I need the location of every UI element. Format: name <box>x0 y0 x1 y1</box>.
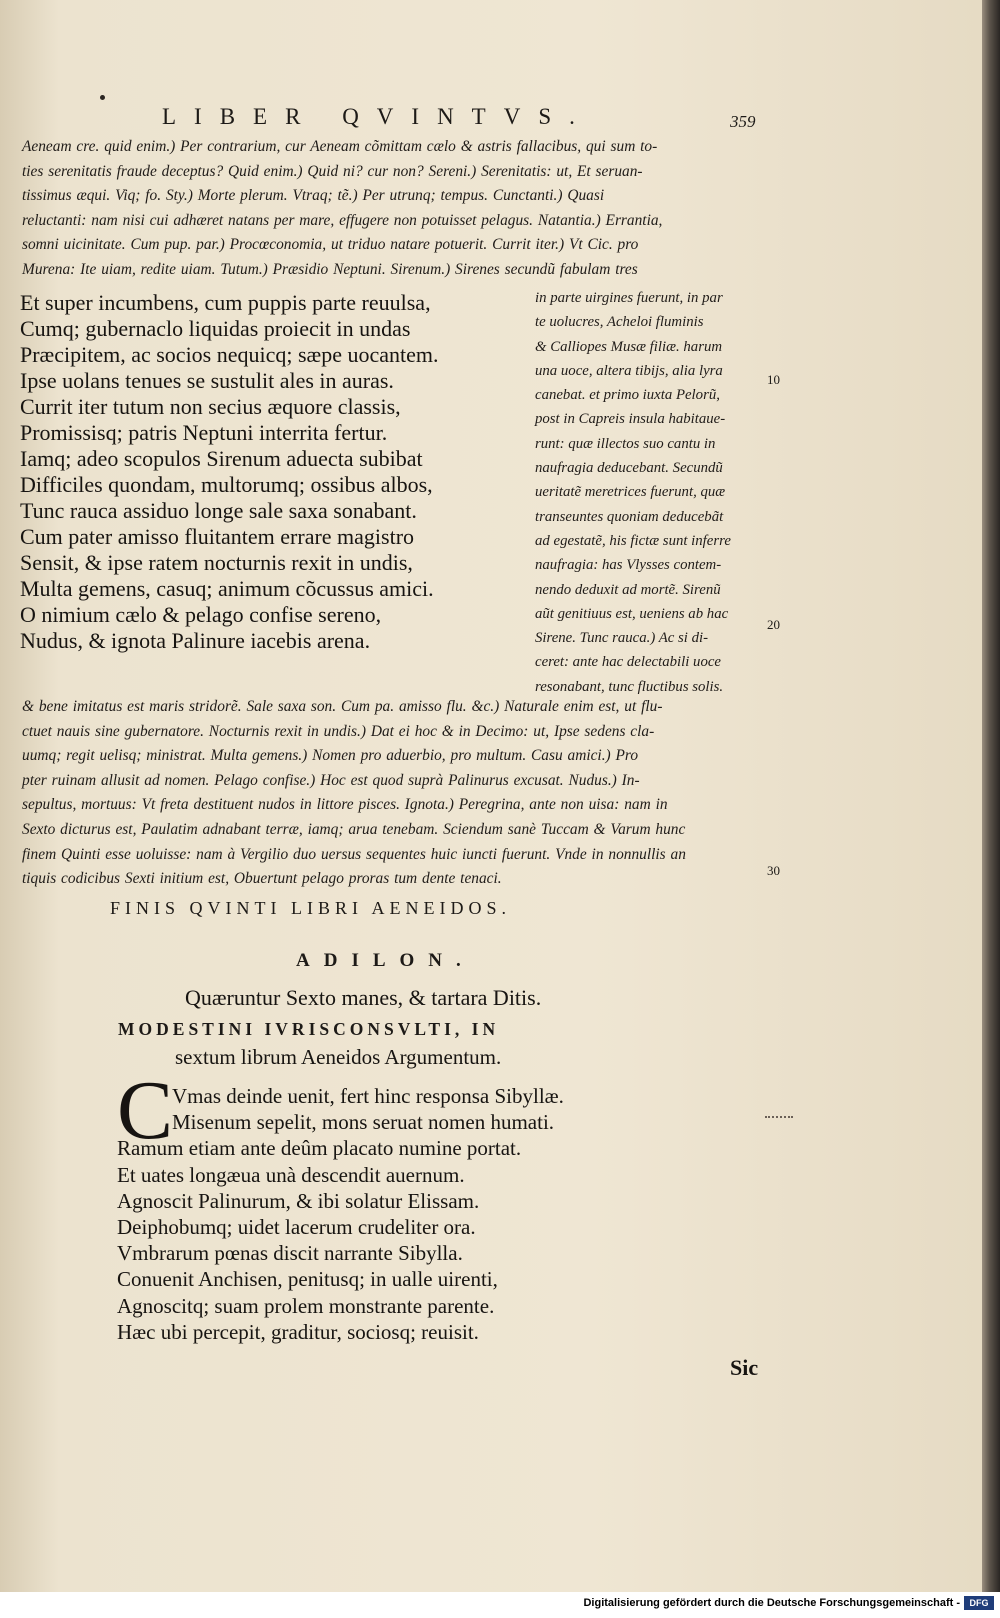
finis-heading: FINIS QVINTI LIBRI AENEIDOS. <box>110 898 511 918</box>
commentary-line: Aeneam cre. quid enim.) Per contrarium, cur Aeneam cõmittam cælo & astris fallacibus, qui sum to- <box>22 138 658 155</box>
commentary-line: uumq; regit uelisq; ministrat. Multa gemens.) Nomen pro aduerbio, pro multum. Casu amici.) Pro <box>22 747 639 765</box>
commentary-line: tissimus æqui. Viq; fo. Sty.) Morte plerum. Vtraq; tẽ.) Per utrunq; tempus. Cunctanti.) Quasi <box>22 187 605 205</box>
argument-verse <box>117 1083 564 1345</box>
verse-line: Nudus, & ignota Palinure iacebis arena. <box>20 628 371 653</box>
verse-line: Iamq; adeo scopulos Sirenum aduecta subibat <box>20 446 423 471</box>
side-line: in parte uirgines fuerunt, in par <box>535 290 723 306</box>
margin-mark <box>765 1116 793 1121</box>
verse-line: O nimium cælo & pelago confise sereno, <box>20 602 382 627</box>
side-line: runt: quæ illectos suo cantu in <box>535 435 716 452</box>
commentary-line: tiquis codicibus Sexti initium est, Obuertunt pelago proras tum dente tenaci. <box>22 870 502 888</box>
argument-line: Agnoscit Palinurum, & ibi solatur Elissam. <box>117 1188 480 1213</box>
page-header <box>0 104 982 134</box>
side-line: resonabant, tunc fluctibus solis. <box>535 678 724 695</box>
running-title: LIBER QVINTVS. <box>162 104 593 129</box>
adilon-heading: ADILON. <box>296 950 475 971</box>
verse-line: Currit iter tutum non secius æquore classis, <box>20 394 401 419</box>
verse-line: Sensit, & ipse ratem nocturnis rexit in undis, <box>20 550 413 575</box>
argument-subtitle: sextum librum Aeneidos Argumentum. <box>175 1045 502 1069</box>
argument-line: Vmas deinde uenit, fert hinc responsa Sibyllæ. <box>172 1084 564 1108</box>
argument-line: Agnoscitq; suam prolem monstrante parente. <box>117 1293 495 1318</box>
commentary-line: sepultus, mortuus: Vt freta destituent nudos in littore pisces. Ignota.) Peregrina, ante non uisa: nam in <box>22 796 668 814</box>
argument-line: Misenum sepelit, mons seruat nomen humati. <box>172 1110 555 1135</box>
margin-line-number: 10 <box>767 372 780 387</box>
margin-line-number: 20 <box>767 617 780 632</box>
catchword: Sic <box>730 1355 759 1380</box>
ink-dot <box>100 95 105 100</box>
verse-line: Præcipitem, ac socios nequicq; sæpe uocantem. <box>20 342 439 367</box>
argument-line: Hæc ubi percepit, graditur, sociosq; reuisit. <box>117 1319 479 1344</box>
drop-cap: C <box>117 1064 174 1157</box>
commentary-line: & bene imitatus est maris stridorẽ. Sale saxa son. Cum pa. amisso flu. &c.) Naturale enim est, ut flu- <box>22 698 663 715</box>
side-line: nendo deduxit ad mortẽ. Sirenũ <box>535 581 721 598</box>
verse-block <box>20 290 500 654</box>
dfg-logo: DFG <box>964 1596 994 1610</box>
verse-line: Ipse uolans tenues se sustulit ales in auras. <box>20 368 394 393</box>
argument-line: Deiphobumq; uidet lacerum crudeliter ora. <box>117 1215 476 1240</box>
side-line: canebat. et primo iuxta Pelorũ, <box>535 387 720 404</box>
side-line: transeuntes quoniam deducebãt <box>535 508 724 525</box>
side-line: aũt genitiuus est, ueniens ab hac <box>535 605 729 622</box>
argument-line: Vmbrarum pœnas discit narrante Sibylla. <box>117 1241 463 1266</box>
verse-line: Promissisq; patris Neptuni interrita fertur. <box>20 420 388 445</box>
commentary-bottom <box>22 695 762 892</box>
commentary-top <box>22 135 762 283</box>
commentary-line: reluctanti: nam nisi cui adhæret natans per mare, effugere non potuisset pelagus. Natantia.) Errantia, <box>22 211 663 229</box>
verse-line: Et super incumbens, cum puppis parte reuulsa, <box>20 290 431 315</box>
margin-line-number: 30 <box>767 863 780 878</box>
argument-line: Ramum etiam ante deûm placato numine portat. <box>117 1136 522 1161</box>
verse-line: Difficiles quondam, multorumq; ossibus albos, <box>20 472 433 497</box>
side-line: una uoce, altera tibijs, alia lyra <box>535 362 723 379</box>
side-line: ueritatẽ meretrices fuerunt, quæ <box>535 484 726 501</box>
verse-line: Tunc rauca assiduo longe sale saxa sonabant. <box>20 498 417 523</box>
commentary-line: Sexto dicturus est, Paulatim adnabant terræ, iamq; arua tenebam. Sciendum sanè Tuccam & Varum hunc <box>22 820 686 838</box>
commentary-line: somni uicinitate. Cum pup. par.) Procœconomia, ut triduo natare potuerit. Currit iter.) Vt Cic. pro <box>22 236 639 254</box>
side-line: naufragia deducebant. Secundũ <box>535 460 723 477</box>
side-line: naufragia: has Vlysses contem- <box>535 557 722 574</box>
commentary-side <box>535 286 775 699</box>
side-line: te uolucres, Acheloi fluminis <box>535 314 704 331</box>
commentary-line: Murena: Ite uiam, redite uiam. Tutum.) Præsidio Neptuni. Sirenum.) Sirenes secundũ fabulam tres <box>22 260 638 278</box>
side-line: & Calliopes Musæ filiæ. harum <box>535 338 723 355</box>
page-edge <box>982 0 1000 1592</box>
verse-line: Cumq; gubernaclo liquidas proiecit in undas <box>20 316 411 341</box>
side-line: ad egestatẽ, his fictæ sunt inferre <box>535 532 731 549</box>
commentary-line: ties serenitatis fraude deceptus? Quid enim.) Quid ni? cur non? Sereni.) Serenitatis: ut, Et seruan- <box>22 162 643 180</box>
commentary-line: finem Quinti esse uoluisse: nam à Vergilio duo uersus sequentes huic iuncti fuerunt. Vnde in nonnullis an <box>22 845 686 863</box>
verse-line: Cum pater amisso fluitantem errare magistro <box>20 524 415 549</box>
footer-credit: Digitalisierung gefördert durch die Deutsche Forschungsgemeinschaft - <box>583 1597 960 1609</box>
page-number: 359 <box>730 112 756 131</box>
side-line: Sirene. Tunc rauca.) Ac si di- <box>535 630 709 647</box>
argument-line: Conuenit Anchisen, penitusq; in ualle uirenti, <box>117 1267 498 1292</box>
verse-line: Multa gemens, casuq; animum cõcussus amici. <box>20 576 434 601</box>
side-line: post in Capreis insula habitaue- <box>535 411 726 428</box>
argument-line: Et uates longæua unà descendit auernum. <box>117 1162 465 1187</box>
argument-title: MODESTINI IVRISCONSVLTI, IN <box>118 1019 500 1039</box>
commentary-line: ctuet nauis sine gubernatore. Nocturnis rexit in undis.) Dat ei hoc & in Decimo: ut, Ipse sedens cla- <box>22 722 655 740</box>
commentary-line: pter ruinam allusit ad nomen. Pelago confise.) Hoc est quod suprà Palinurus excusat. Nudus.) In- <box>22 771 640 789</box>
side-line: ceret: ante hac delectabili uoce <box>535 654 721 671</box>
adilon-verse: Quæruntur Sexto manes, & tartara Ditis. <box>185 985 542 1010</box>
